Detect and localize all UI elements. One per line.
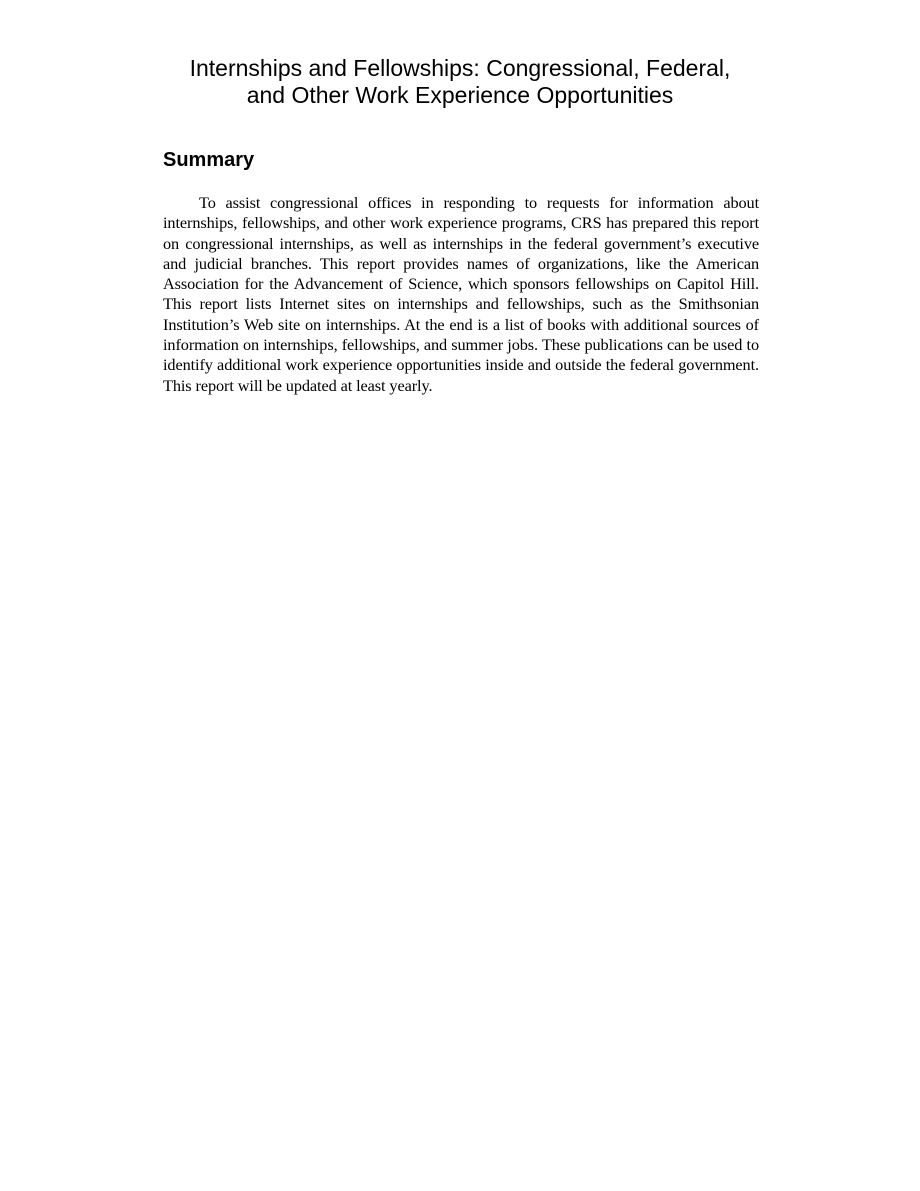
summary-heading: Summary — [163, 149, 255, 171]
summary-paragraph: To assist congressional offices in responding to requests for information about internships, fellowships, and other work experience programs, CRS has prepared this report on congressional internships, as well as internships in the federal government’s executive and judicial branches. This report provides names of organizations, like the American Association for the Advancement of Science, which sponsors fellowships on Capitol Hill. This report lists Internet sites on internships and fellowships, such as the Smithsonian Institution’s Web site on internships. At the end is a list of books with additional sources of information on internships, fellowships, and summer jobs. These publications can be used to identify additional work experience opportunities inside and outside the federal government. This report will be updated at least yearly. — [163, 193, 759, 395]
document-title-line-1: Internships and Fellowships: Congressional, Federal, — [189, 55, 731, 81]
document-title-line-2: and Other Work Experience Opportunities — [246, 82, 674, 108]
document-title — [120, 55, 800, 109]
